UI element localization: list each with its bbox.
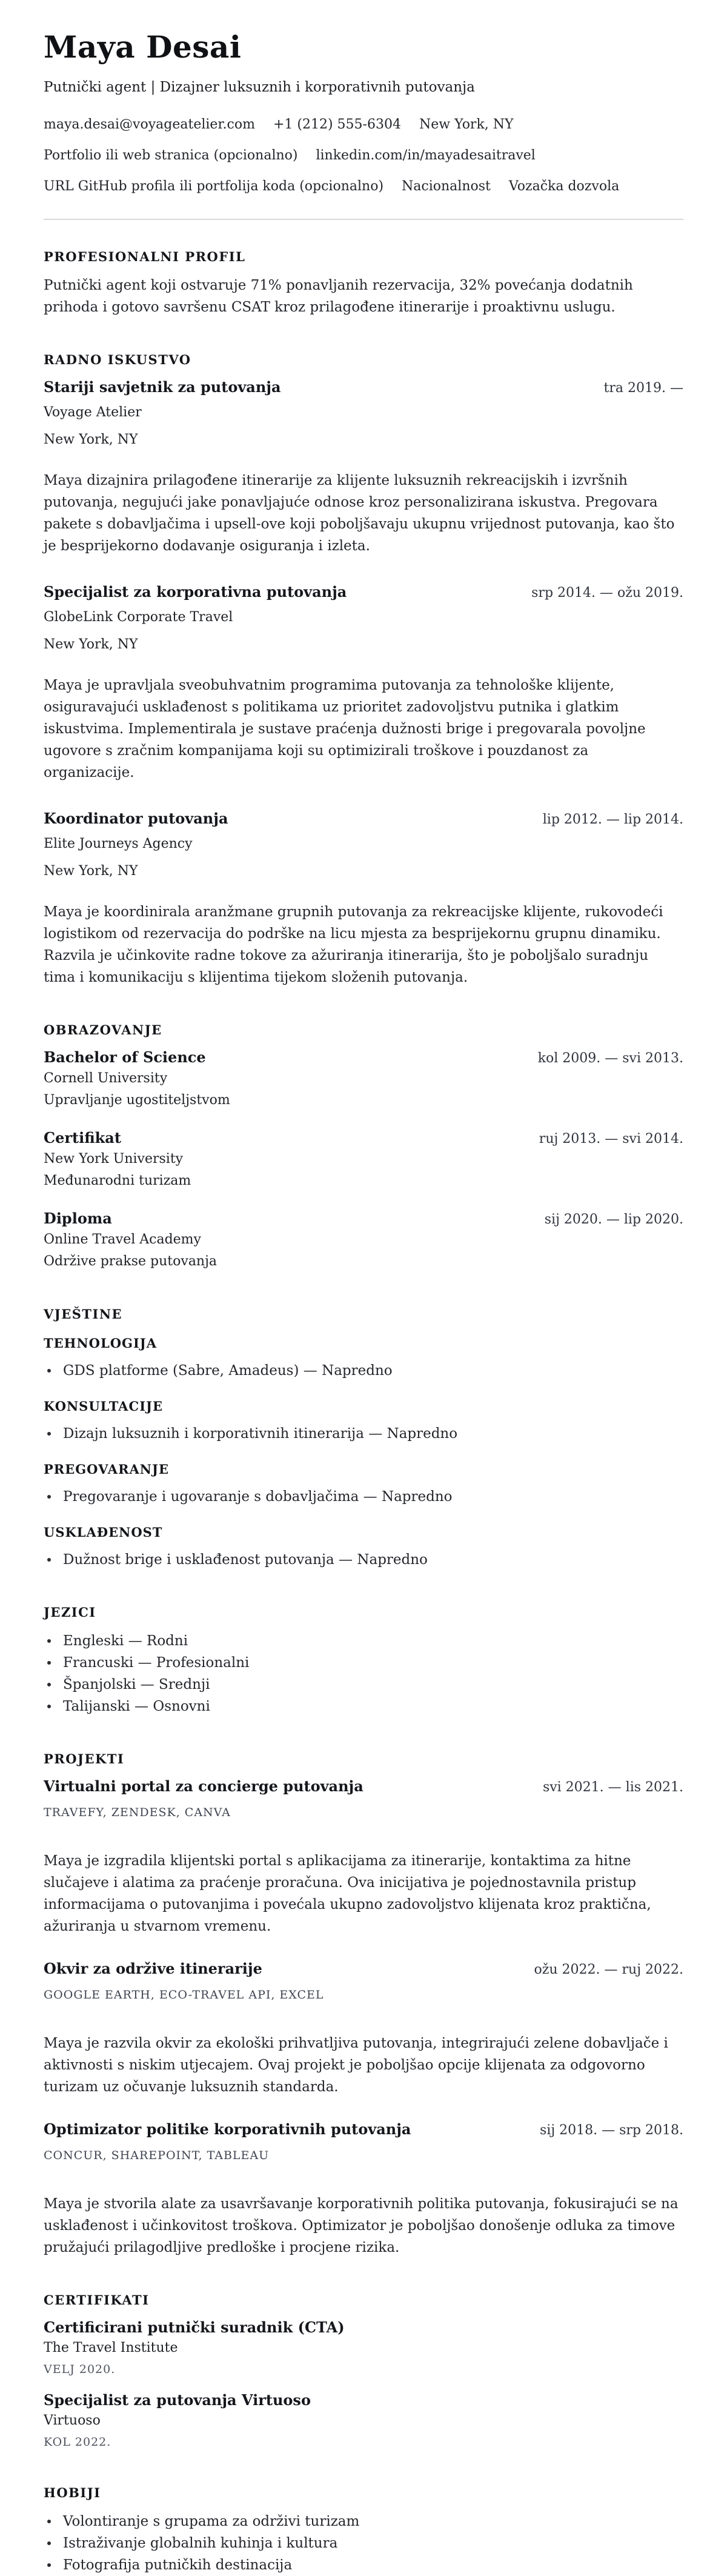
profile-summary: Putnički agent koji ostvaruje 71% ponavljanih rezervacija, 32% povećanja dodatnih prihoda i gotovo savršenu CSAT kroz prilagođene itinerarije i proaktivnu uslugu. (44, 278, 633, 315)
contact-location: New York, NY (419, 117, 514, 132)
section-profile (44, 248, 683, 318)
job-location: New York, NY (44, 637, 138, 652)
education-dates: kol 2009. — svi 2013. (537, 1051, 683, 1066)
education-entry (44, 1209, 683, 1273)
project-description: Maya je izgradila klijentski portal s aplikacijama za itinerarije, kontaktima za hitne slučajeve i alatima za praćenje proračuna. Ova inicijativa je pojednostavnila pristup informacijama o putovanjima i povećala ukupno zadovoljstvo klijenata kroz praktična, ažuriranja u stvarnom vremenu. (44, 1853, 651, 1934)
skill-item: GDS platforme (Sabre, Amadeus) — Napredno (44, 1360, 683, 1382)
skill-category (44, 1460, 683, 1508)
certification-title: Specijalist za putovanja Virtuoso (44, 2391, 311, 2409)
job-description: Maya dizajnira prilagođene itinerarije za klijente luksuznih rekreacijskih i izvršnih putovanja, negujući jake ponavljajuće odnose kroz personalizirana iskustva. Pregovara pakete s dobavljačima i upsell-ove koji poboljšavaju ukupnu vrijednost putovanja, kao što je besprijekorno dodavanje osiguranja i izleta. (44, 473, 675, 554)
job-title: Koordinator putovanja (44, 810, 228, 827)
education-field: Međunarodni turizam (44, 1173, 191, 1188)
contact-row-1 (44, 116, 683, 134)
language-item: Francuski — Profesionalni (44, 1652, 683, 1674)
job-company: Voyage Atelier (44, 405, 142, 420)
section-heading-languages: JEZICI (44, 1605, 96, 1620)
language-list (44, 1630, 683, 1717)
education-degree: Certifikat (44, 1129, 121, 1147)
section-heading-experience: RADNO ISKUSTVO (44, 352, 191, 367)
education-entry (44, 1128, 683, 1192)
job-entry (44, 582, 683, 784)
project-title-row (44, 1959, 683, 1979)
skill-category-heading: PREGOVARANJE (44, 1462, 169, 1477)
education-dates: sij 2020. — lip 2020. (544, 1212, 683, 1227)
job-location: New York, NY (44, 864, 138, 879)
education-degree: Bachelor of Science (44, 1048, 206, 1066)
contact-row-2 (44, 147, 683, 165)
skill-category (44, 1523, 683, 1571)
education-entry (44, 1048, 683, 1111)
section-experience (44, 351, 683, 988)
skill-category-heading: USKLAĐENOST (44, 1525, 163, 1540)
project-description: Maya je razvila okvir za ekološki prihvatljiva putovanja, integrirajući zelene dobavljače i aktivnosti s niskim utjecajem. Ovaj projekt je poboljšao opcije klijenata za odgovorno turizam uz očuvanje luksuznih standarda. (44, 2035, 668, 2095)
contact-github: URL GitHub profila ili portfolija koda (opcionalno) (44, 179, 384, 194)
certification-entry (44, 2391, 683, 2451)
language-item: Engleski — Rodni (44, 1630, 683, 1652)
job-title-row (44, 582, 683, 602)
skill-category-heading: KONSULTACIJE (44, 1399, 163, 1414)
language-item: Španjolski — Srednji (44, 1674, 683, 1696)
education-dates: ruj 2013. — svi 2014. (539, 1131, 683, 1147)
section-languages (44, 1603, 683, 1717)
project-dates: svi 2021. — lis 2021. (542, 1780, 683, 1795)
education-field: Održive prakse putovanja (44, 1254, 217, 1269)
skill-list (44, 1423, 683, 1445)
job-title-row (44, 809, 683, 829)
section-hobbies (44, 2484, 683, 2576)
education-school: New York University (44, 1151, 184, 1167)
certification-title: Certificirani putnički suradnik (CTA) (44, 2318, 345, 2336)
job-description: Maya je koordinirala aranžmane grupnih putovanja za rekreacijske klijente, rukovodeći logistikom od rezervacija do podrške na licu mjesta za besprijekornu grupnu dinamiku. Razvila je učinkovite radne tokove za ažuriranja itinerarija, što je poboljšalo suradnju tima i komunikaciju s klijentima tijekom složenih putovanja. (44, 904, 663, 985)
contact-phone: +1 (212) 555-6304 (273, 117, 401, 132)
project-entry (44, 2120, 683, 2258)
skill-category-heading: TEHNOLOGIJA (44, 1336, 158, 1351)
education-title-row (44, 1128, 683, 1148)
certification-entry (44, 2318, 683, 2378)
certification-issuer: The Travel Institute (44, 2340, 178, 2355)
section-certifications (44, 2291, 683, 2451)
project-stack: TRAVEFY, ZENDESK, CANVA (44, 1806, 231, 1819)
job-location: New York, NY (44, 432, 138, 447)
section-heading-hobbies: HOBIJI (44, 2485, 101, 2500)
project-title-row (44, 2120, 683, 2140)
hobby-item: Volontiranje s grupama za održivi turizam (44, 2511, 683, 2532)
job-company: GlobeLink Corporate Travel (44, 610, 233, 625)
hobby-item: Fotografija putničkih destinacija (44, 2554, 683, 2576)
contact-nationality: Nacionalnost (402, 179, 491, 194)
section-education (44, 1021, 683, 1273)
project-title: Optimizator politike korporativnih putovanja (44, 2120, 411, 2138)
job-entry (44, 378, 683, 557)
project-title: Okvir za održive itinerarije (44, 1960, 262, 1977)
section-projects (44, 1750, 683, 2258)
contact-linkedin: linkedin.com/in/mayadesaitravel (316, 148, 536, 163)
skill-category (44, 1397, 683, 1445)
education-title-row (44, 1209, 683, 1229)
hobby-list (44, 2511, 683, 2576)
project-stack: GOOGLE EARTH, ECO-TRAVEL API, EXCEL (44, 1988, 324, 2002)
section-heading-skills: VJEŠTINE (44, 1306, 123, 1322)
project-entry (44, 1777, 683, 1937)
header-divider (44, 219, 683, 220)
section-heading-projects: PROJEKTI (44, 1751, 125, 1766)
contact-row-3 (44, 178, 683, 196)
skill-list (44, 1486, 683, 1508)
job-dates: lip 2012. — lip 2014. (542, 812, 683, 827)
project-stack: CONCUR, SHAREPOINT, TABLEAU (44, 2149, 270, 2162)
job-company: Elite Journeys Agency (44, 836, 193, 851)
project-title-row (44, 1777, 683, 1797)
job-title-row (44, 378, 683, 398)
job-title: Stariji savjetnik za putovanja (44, 378, 281, 396)
job-dates: tra 2019. — (603, 381, 683, 396)
section-heading-education: OBRAZOVANJE (44, 1022, 162, 1037)
resume-header (44, 30, 683, 220)
project-description: Maya je stvorila alate za usavršavanje korporativnih politika putovanja, fokusirajući se na usklađenost i učinkovitost troškova. Optimizator je poboljšao donošenje odluka za timove pružajući prilagodljive predloške i procjene rizika. (44, 2196, 679, 2255)
section-skills (44, 1305, 683, 1571)
hobby-item: Istraživanje globalnih kuhinja i kultura (44, 2532, 683, 2554)
section-heading-profile: PROFESIONALNI PROFIL (44, 249, 246, 264)
skill-item: Dužnost brige i usklađenost putovanja — Napredno (44, 1549, 683, 1571)
education-school: Online Travel Academy (44, 1232, 201, 1247)
certification-date: KOL 2022. (44, 2435, 111, 2449)
contact-email: maya.desai@voyageatelier.com (44, 117, 255, 132)
certification-issuer: Virtuoso (44, 2413, 101, 2428)
job-title: Specijalist za korporativna putovanja (44, 583, 347, 601)
project-dates: sij 2018. — srp 2018. (540, 2123, 683, 2138)
project-entry (44, 1959, 683, 2098)
skill-item: Dizajn luksuznih i korporativnih itinerarija — Napredno (44, 1423, 683, 1445)
candidate-name: Maya Desai (44, 29, 242, 65)
contact-drivers-license: Vozačka dozvola (508, 179, 620, 194)
language-item: Talijanski — Osnovni (44, 1696, 683, 1717)
section-heading-certifications: CERTIFIKATI (44, 2292, 150, 2308)
education-degree: Diploma (44, 1210, 112, 1227)
project-title: Virtualni portal za concierge putovanja (44, 1777, 364, 1795)
education-field: Upravljanje ugostiteljstvom (44, 1093, 230, 1108)
education-title-row (44, 1048, 683, 1068)
project-dates: ožu 2022. — ruj 2022. (534, 1962, 683, 1977)
job-dates: srp 2014. — ožu 2019. (531, 585, 683, 601)
skill-category (44, 1334, 683, 1382)
job-entry (44, 809, 683, 988)
candidate-headline: Putnički agent | Dizajner luksuznih i korporativnih putovanja (44, 79, 475, 95)
education-school: Cornell University (44, 1071, 168, 1086)
job-description: Maya je upravljala sveobuhvatnim programima putovanja za tehnološke klijente, osiguravajući usklađenost s politikama uz prioritet zadovoljstvu putnika i glatkim iskustvima. Implementirala je sustave praćenja dužnosti brige i pregovarala povoljne ugovore s zračnim kompanijama koji su optimizirali troškove i pouzdanost za organizacije. (44, 677, 646, 780)
skill-list (44, 1360, 683, 1382)
skill-item: Pregovaranje i ugovaranje s dobavljačima — Napredno (44, 1486, 683, 1508)
skill-list (44, 1549, 683, 1571)
certification-date: VELJ 2020. (44, 2363, 116, 2376)
contact-portfolio: Portfolio ili web stranica (opcionalno) (44, 148, 298, 163)
